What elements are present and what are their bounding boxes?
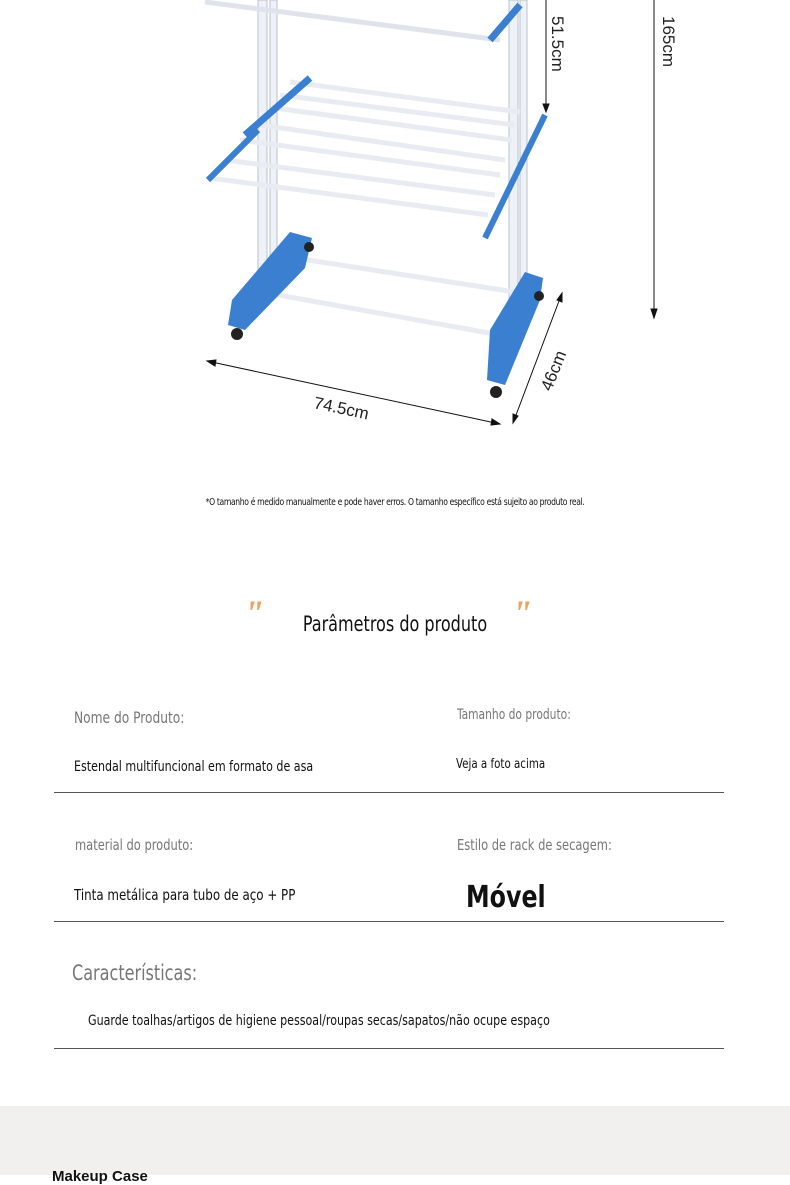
size-disclaimer: *O tamanho é medido manualmente e pode haver erros. O tamanho específico está sujeito ao produto real. — [205, 497, 585, 508]
param-label-features: Características: — [72, 961, 198, 985]
divider — [54, 921, 724, 922]
drying-rack-illustration — [205, 0, 545, 398]
footer — [0, 1106, 790, 1185]
param-value-material: Tinta metálica para tubo de aço + PP — [74, 886, 296, 904]
param-label-material: material do produto: — [75, 836, 194, 854]
product-dimension-image — [0, 0, 790, 470]
param-value-features: Guarde toalhas/artigos de higiene pessoal/roupas secas/sapatos/não ocupe espaço — [88, 1013, 550, 1029]
dimension-width: 74.5cm — [312, 393, 371, 424]
quote-left-icon: " — [244, 593, 264, 633]
quote-right-icon: " — [512, 593, 532, 633]
param-value-style: Móvel — [466, 880, 546, 915]
divider — [54, 792, 724, 793]
param-label-size: Tamanho do produto: — [457, 707, 571, 723]
section-title: Parâmetros do produto — [302, 612, 488, 636]
dimension-depth: 46cm — [537, 347, 571, 394]
param-label-style: Estilo de rack de secagem: — [457, 836, 612, 854]
dimension-shelf-height: 51.5cm — [548, 16, 567, 72]
param-label-name: Nome do Produto: — [74, 708, 185, 727]
divider — [54, 1048, 724, 1049]
param-value-size: Veja a foto acima — [456, 757, 546, 772]
param-value-name: Estendal multifuncional em formato de asa — [74, 759, 314, 775]
dimension-total-height: 165cm — [659, 16, 678, 68]
footer-title[interactable]: Makeup Case — [52, 1168, 148, 1185]
